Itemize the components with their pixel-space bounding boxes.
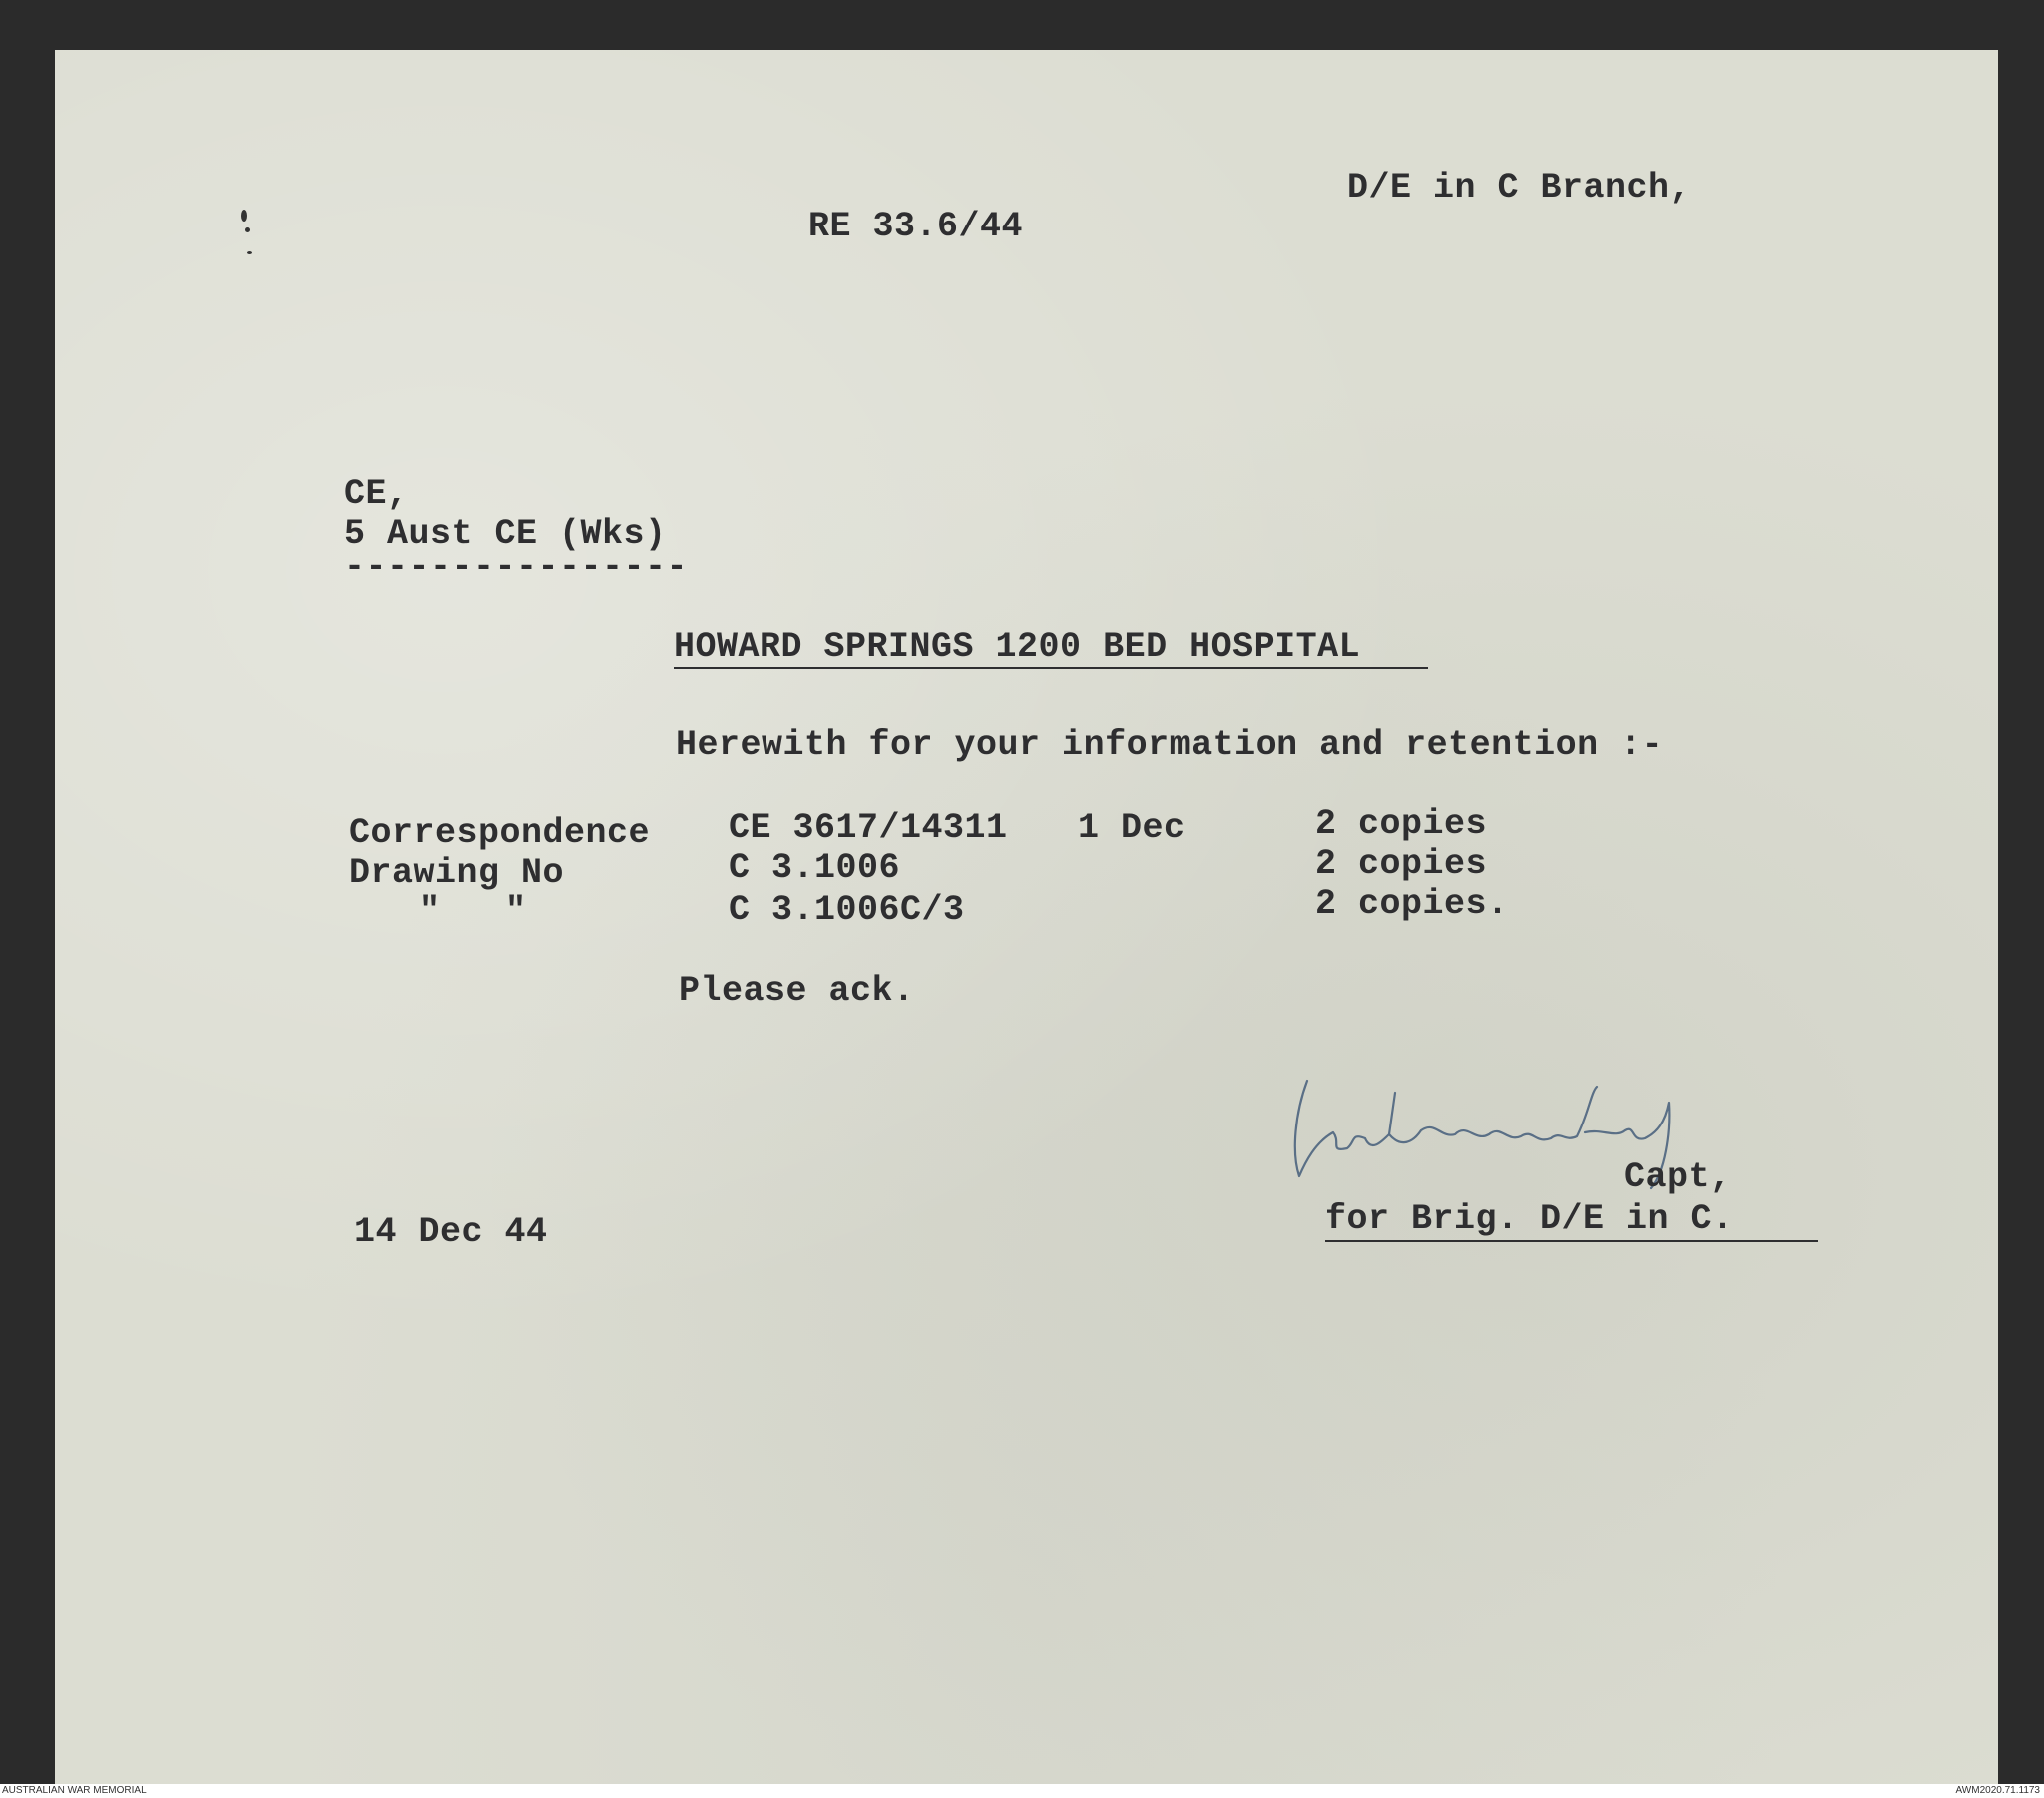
- item-label: Drawing No: [349, 853, 565, 893]
- reference-number: RE 33.6/44: [808, 207, 1024, 246]
- subject-heading: HOWARD SPRINGS 1200 BED HOSPITAL: [674, 627, 1361, 667]
- signature-underline: [1325, 1240, 1818, 1242]
- paper-speck: [247, 251, 252, 254]
- addressee-rule: ----------------: [344, 547, 689, 587]
- branch-heading: D/E in C Branch,: [1347, 168, 1692, 208]
- closing-text: Please ack.: [679, 971, 915, 1011]
- addressee-line-2: 5 Aust CE (Wks): [344, 514, 667, 554]
- item-label: Correspondence: [349, 813, 651, 853]
- item-reference: C 3.1006: [729, 848, 901, 888]
- item-label-ditto: " ": [419, 891, 527, 931]
- footer-item-id: AWM2020.71.1173: [1955, 1785, 2040, 1796]
- paper-sheet: [55, 50, 1998, 1784]
- paper-speck: [245, 227, 250, 232]
- signer-rank: Capt,: [1624, 1157, 1732, 1197]
- signature-block: for Brig. D/E in C.: [1325, 1199, 1734, 1239]
- item-copies: 2 copies.: [1315, 884, 1509, 924]
- item-copies: 2 copies: [1315, 804, 1488, 844]
- paper-speck: [241, 210, 247, 222]
- footer-archive-name: AUSTRALIAN WAR MEMORIAL: [2, 1785, 147, 1796]
- item-date: 1 Dec: [1078, 808, 1186, 848]
- item-reference: C 3.1006C/3: [729, 890, 965, 930]
- subject-underline: [674, 667, 1428, 669]
- intro-text: Herewith for your information and retention :-: [676, 725, 1664, 765]
- date-line: 14 Dec 44: [354, 1212, 548, 1252]
- item-copies: 2 copies: [1315, 844, 1488, 884]
- item-reference: CE 3617/14311: [729, 808, 1008, 848]
- addressee-line-1: CE,: [344, 474, 409, 514]
